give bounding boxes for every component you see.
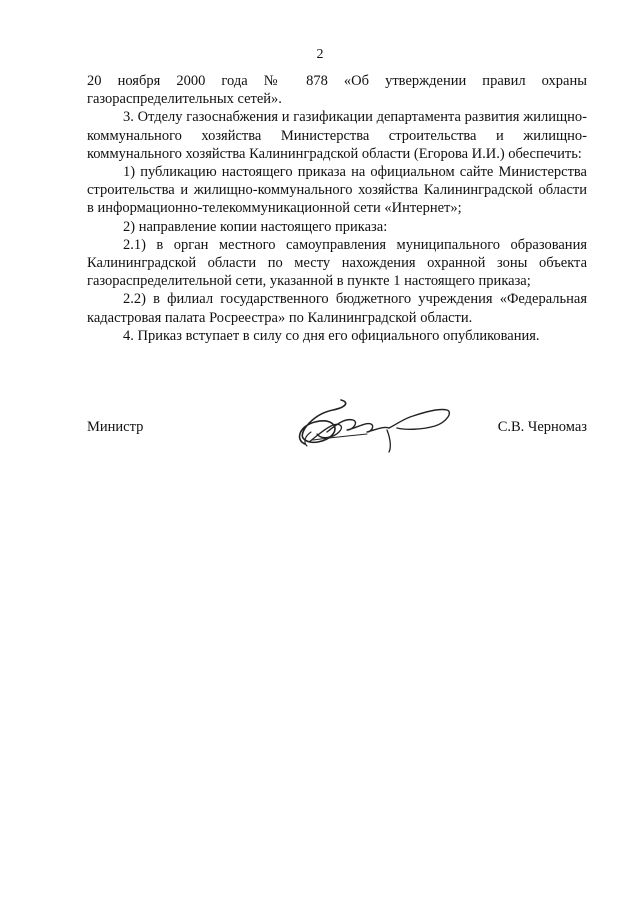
signatory-name: С.В. Черномаз [497,419,587,435]
paragraph-continuation: 20 ноября 2000 года № 878 «Об утверждении правил охраны газораспределительных сетей». [87,73,587,108]
paragraph-item-4: 4. Приказ вступает в силу со дня его официального опубликования. [123,327,540,344]
paragraph-subitem-2: 2) направление копии настоящего приказа: [123,218,388,235]
page-number: 2 [316,47,324,62]
paragraph-item-3: 3. Отделу газоснабжения и газификации департамента развития жилищно-коммунального хозяйства Министерства строительства и жилищно-коммунального хозяйства Калининградской области (Егорова И.И.) обеспечить: [87,109,587,162]
signature-block [87,418,587,448]
handwritten-signature [287,396,457,456]
paragraph-subitem-1: 1) публикацию настоящего приказа на официальном сайте Министерства строительства и жилищно-коммунального хозяйства Калининградской области в информационно-телекоммуникационной сети «Интернет»; [87,164,587,217]
document-body [87,72,587,345]
signatory-title: Министр [87,419,144,435]
paragraph-subitem-2-1: 2.1) в орган местного самоуправления муниципального образования Калининградской области по месту нахождения охранной зоны объекта газораспределительной сети, указанной в пункте 1 настоящего приказа; [87,236,587,290]
paragraph-subitem-2-2: 2.2) в филиал государственного бюджетного учреждения «Федеральная кадастровая палата Росреестра» по Калининградской области. [87,291,587,326]
